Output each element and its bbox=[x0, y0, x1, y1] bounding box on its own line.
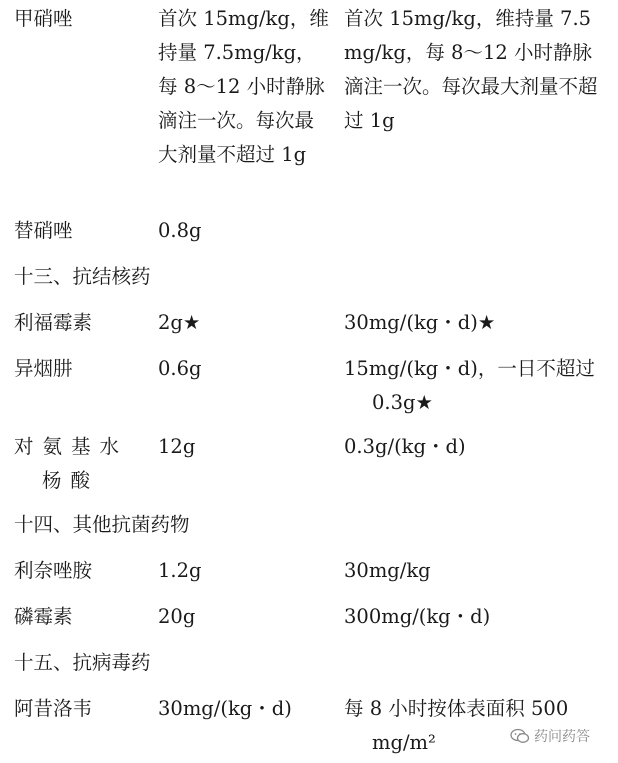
adult-dose: 30mg/(kg・d) bbox=[158, 697, 292, 720]
drug-name: 阿昔洛韦 bbox=[14, 697, 93, 720]
drug-name: 异烟肼 bbox=[14, 357, 73, 380]
section-heading: 十四、其他抗菌药物 bbox=[14, 513, 190, 536]
watermark-text: 药问药答 bbox=[534, 729, 590, 745]
section-heading: 十三、抗结核药 bbox=[14, 265, 151, 288]
child-dose: 首次 15mg/kg，维持量 7.5mg/kg，每 8～12 小时静脉滴注一次。每次最大剂量不超过 1g bbox=[344, 7, 598, 132]
section-heading: 十五、抗病毒药 bbox=[14, 651, 151, 674]
drug-name: 替硝唑 bbox=[14, 219, 73, 242]
wechat-icon bbox=[510, 728, 530, 744]
adult-dose: 0.8g bbox=[158, 219, 202, 242]
drug-name: 磷霉素 bbox=[14, 605, 73, 628]
adult-dose: 首次 15mg/kg，维持量 7.5mg/kg，每 8～12 小时静脉滴注一次。每次最大剂量不超过 1g bbox=[158, 7, 329, 166]
child-dose-text: 15mg/(kg・d)，一日不超过 0.3g★ bbox=[344, 357, 595, 414]
adult-dose: 2g★ bbox=[158, 311, 201, 334]
child-dose: 0.3g/(kg・d) bbox=[344, 435, 466, 458]
drug-name: 利福霉素 bbox=[14, 311, 93, 334]
child-dose-text: 每 8 小时按体表面积 500mg/m² bbox=[344, 697, 569, 754]
drug-name: 甲硝唑 bbox=[14, 7, 73, 30]
child-dose: 30mg/kg bbox=[344, 559, 431, 582]
child-dose: 30mg/(kg・d)★ bbox=[344, 311, 496, 334]
drug-name-text: 对氨基水杨酸 bbox=[14, 435, 129, 492]
adult-dose: 1.2g bbox=[158, 559, 202, 582]
child-dose bbox=[344, 352, 602, 420]
drug-name: 利奈唑胺 bbox=[14, 559, 93, 582]
adult-dose: 20g bbox=[158, 605, 196, 628]
adult-dose: 12g bbox=[158, 435, 196, 458]
drug-name bbox=[14, 430, 142, 498]
adult-dose: 0.6g bbox=[158, 357, 202, 380]
watermark bbox=[510, 726, 590, 746]
child-dose: 300mg/(kg・d) bbox=[344, 605, 491, 628]
